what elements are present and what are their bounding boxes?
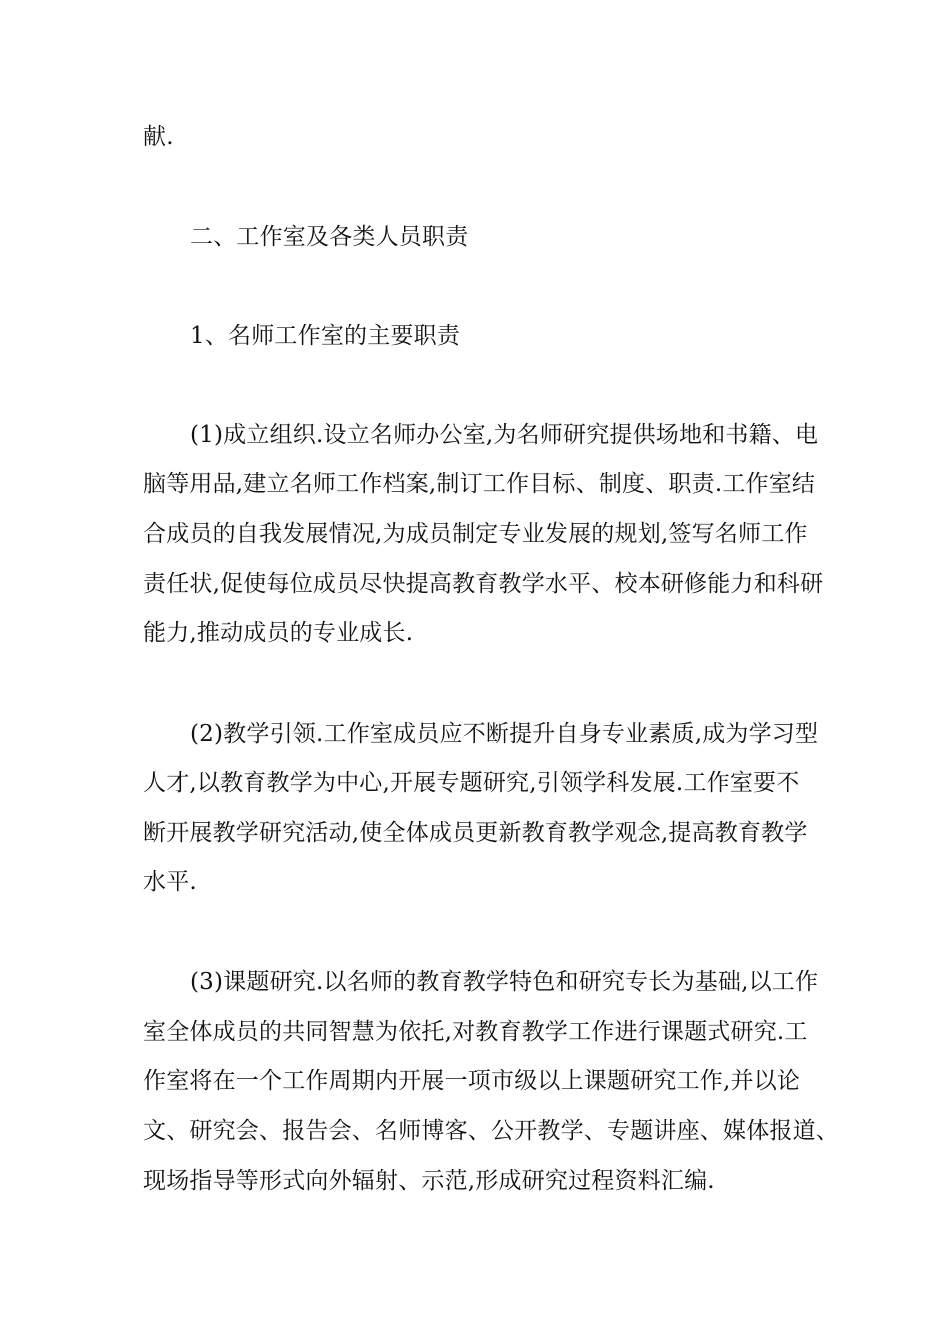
paragraph-line: 断开展教学研究活动,使全体成员更新教育教学观念,提高教育教学 xyxy=(143,820,808,846)
paragraph-line: 人才,以教育教学为中心,开展专题研究,引领学科发展.工作室要不 xyxy=(143,770,800,796)
subheading: 1、名师工作室的主要职责 xyxy=(190,323,461,349)
paragraph-line: 现场指导等形式向外辐射、示范,形成研究过程资料汇编. xyxy=(143,1168,715,1194)
paragraph-line: 合成员的自我发展情况,为成员制定专业发展的规划,签写名师工作 xyxy=(143,521,808,547)
paragraph-line: 室全体成员的共同智慧为依托,对教育教学工作进行课题式研究.工 xyxy=(143,1019,808,1045)
paragraph-line: 脑等用品,建立名师工作档案,制订工作目标、制度、职责.工作室结 xyxy=(143,471,816,497)
paragraph-line: 文、研究会、报告会、名师博客、公开教学、专题讲座、媒体报道、 xyxy=(143,1118,839,1144)
paragraph-line: 作室将在一个工作周期内开展一项市级以上课题研究工作,并以论 xyxy=(143,1068,801,1094)
paragraph-line: (3)课题研究.以名师的教育教学特色和研究专长为基础,以工作 xyxy=(190,969,819,995)
paragraph-line: 能力,推动成员的专业成长. xyxy=(143,620,414,646)
paragraph-line: 责任状,促使每位成员尽快提高教育教学水平、校本研修能力和科研 xyxy=(143,571,824,597)
continuation-text: 献. xyxy=(143,124,174,150)
paragraph-line: (2)教学引领.工作室成员应不断提升自身专业素质,成为学习型 xyxy=(190,721,819,747)
paragraph-line: (1)成立组织.设立名师办公室,为名师研究提供场地和书籍、电 xyxy=(190,422,819,448)
paragraph-line: 水平. xyxy=(143,869,197,895)
section-heading: 二、工作室及各类人员职责 xyxy=(190,224,469,250)
